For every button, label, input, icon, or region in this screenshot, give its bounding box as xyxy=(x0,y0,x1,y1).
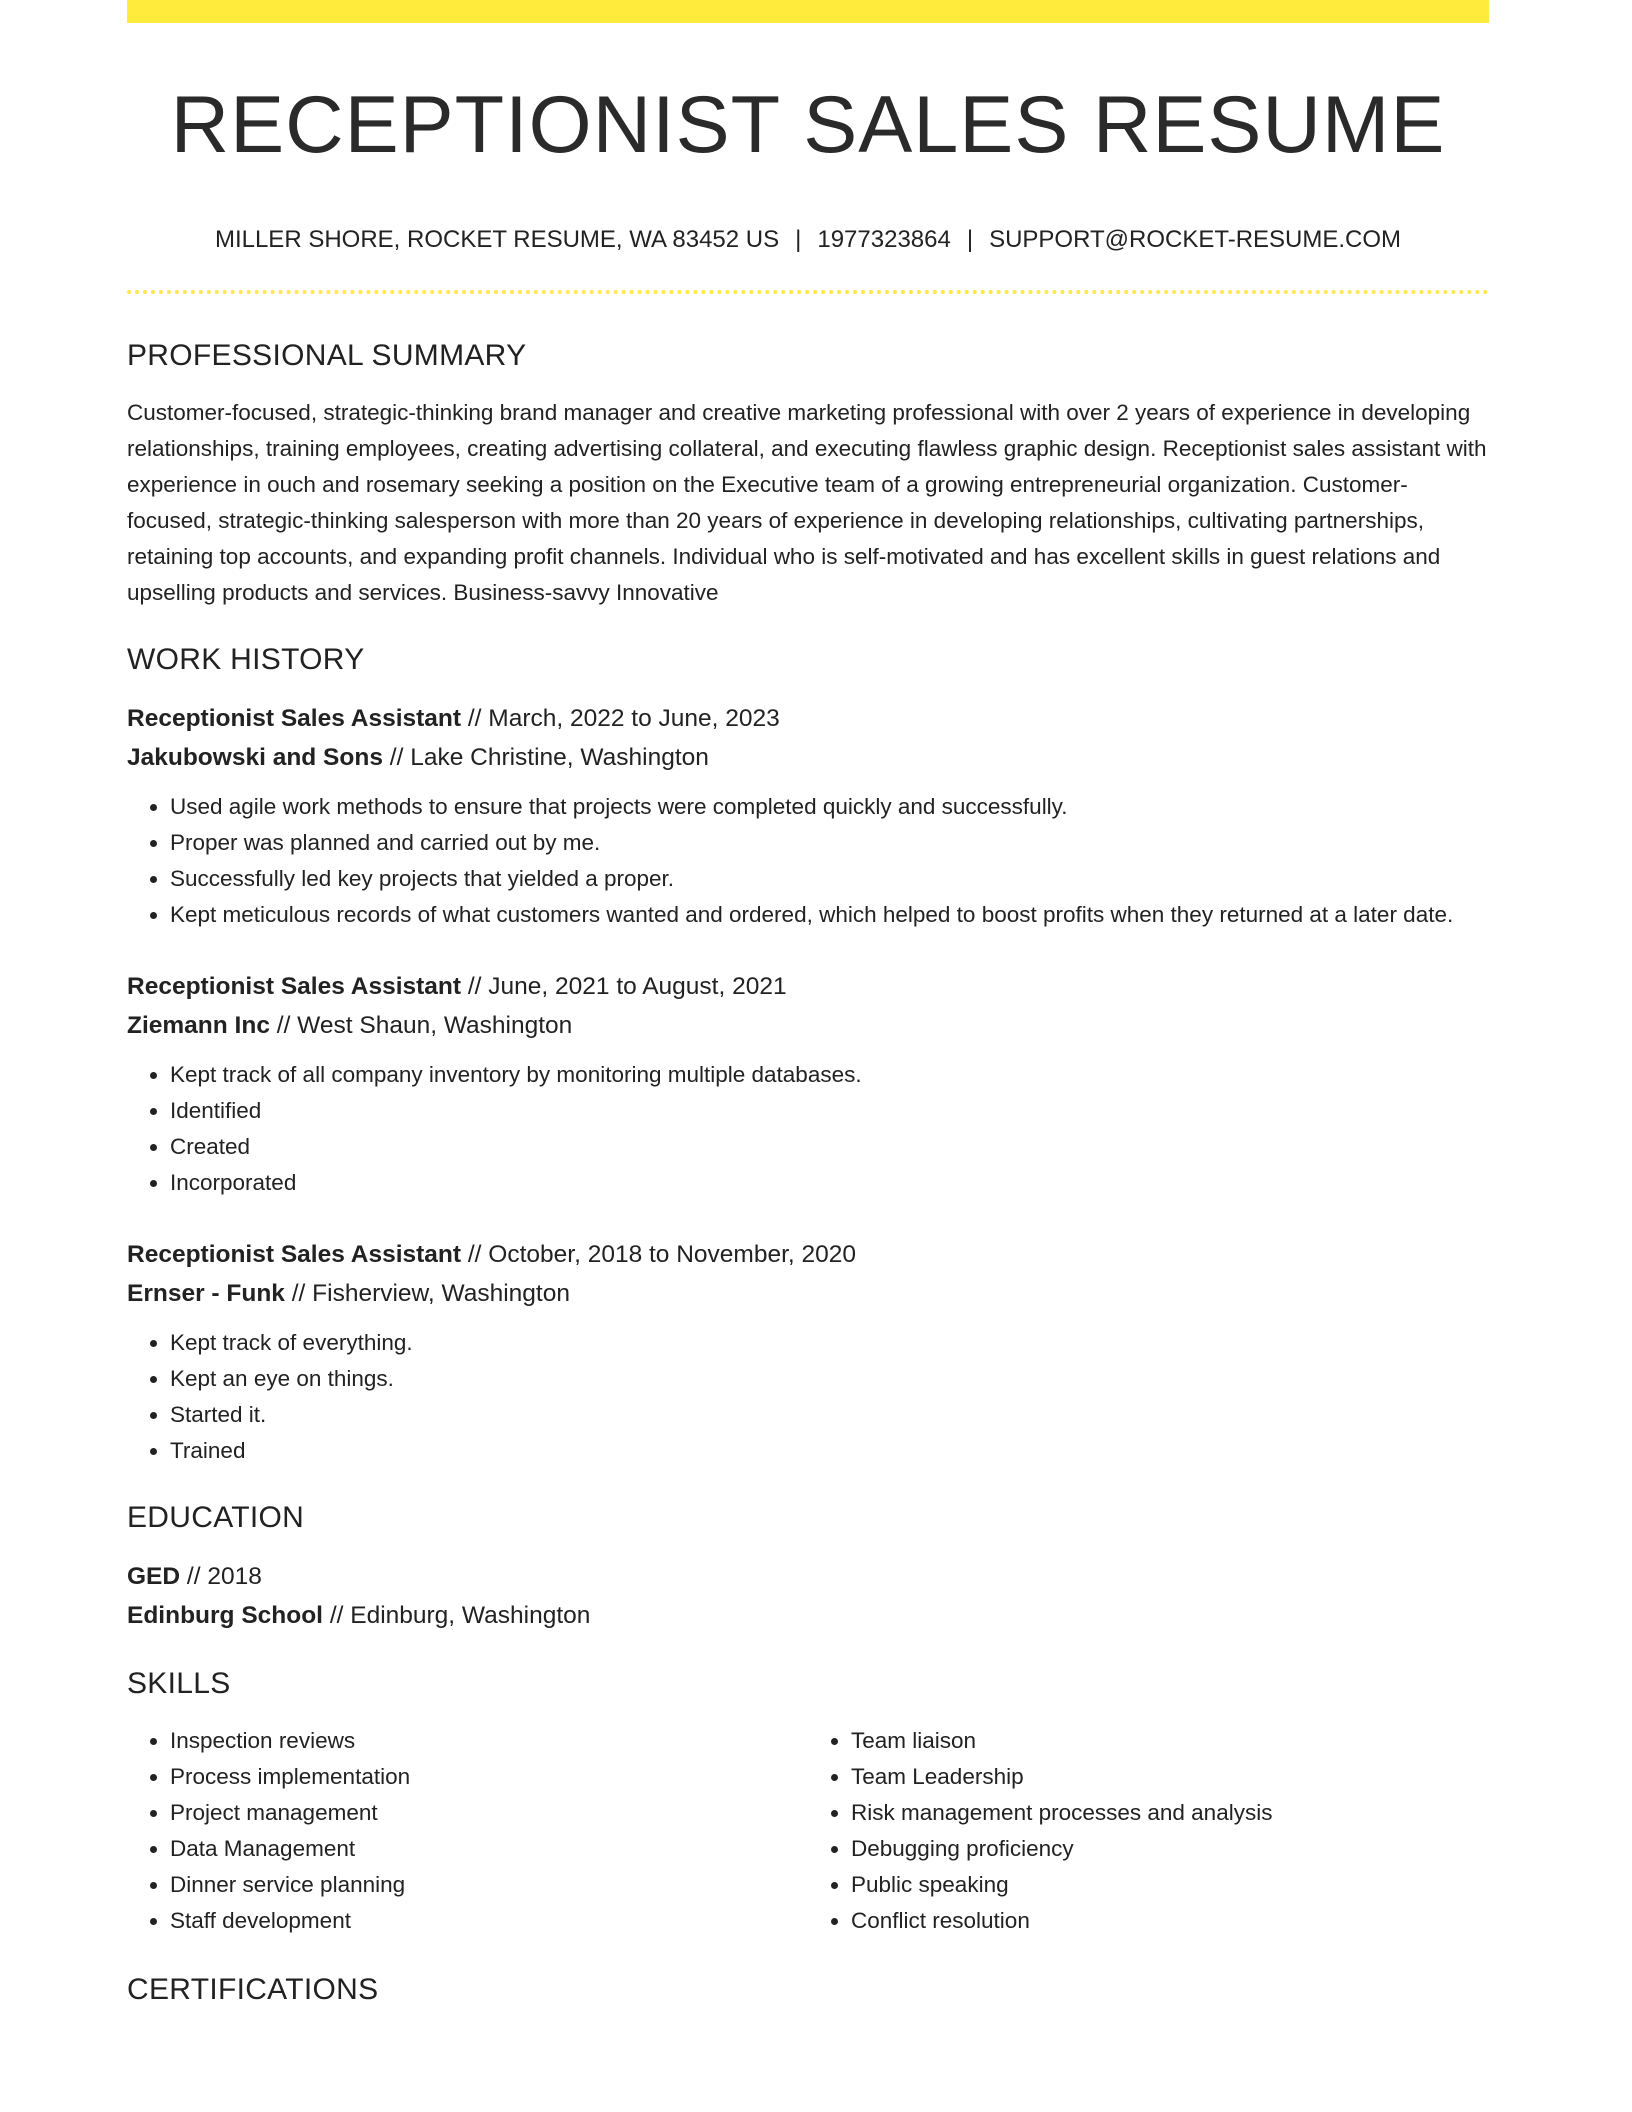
section-heading-summary: PROFESSIONAL SUMMARY xyxy=(127,339,527,373)
list-item: • Identified xyxy=(170,1093,1489,1129)
list-item: • Started it. xyxy=(170,1397,1489,1433)
skill-item: • Inspection reviews xyxy=(170,1723,808,1759)
job-location: // West Shaun, Washington xyxy=(276,1012,573,1040)
list-item: • Successfully led key projects that yielded a proper. xyxy=(170,861,1489,897)
job-dates: // October, 2018 to November, 2020 xyxy=(467,1241,857,1269)
list-item: • Used agile work methods to ensure that projects were completed quickly and successfully. xyxy=(170,789,1489,825)
job-entry xyxy=(127,967,1489,1201)
job-title-line xyxy=(127,699,1489,738)
job-company-line xyxy=(127,1274,1489,1313)
contact-separator: | xyxy=(795,226,802,254)
list-item: • Kept track of all company inventory by monitoring multiple databases. xyxy=(170,1057,1489,1093)
section-heading-education: EDUCATION xyxy=(127,1501,305,1535)
section-heading-certifications: CERTIFICATIONS xyxy=(127,1973,379,2007)
education-location: // Edinburg, Washington xyxy=(329,1602,591,1630)
skill-item: • Team liaison xyxy=(851,1723,1489,1759)
skill-item: • Dinner service planning xyxy=(170,1867,808,1903)
job-company: Ernser - Funk xyxy=(127,1280,285,1308)
job-bullets xyxy=(127,1057,1489,1201)
education-school-line xyxy=(127,1596,1489,1635)
contact-separator: | xyxy=(966,226,974,254)
skill-item: • Project management xyxy=(170,1795,808,1831)
skill-item: • Data Management xyxy=(170,1831,808,1867)
section-heading-work-history: WORK HISTORY xyxy=(127,643,365,677)
list-item: • Proper was planned and carried out by me. xyxy=(170,825,1489,861)
job-title: Receptionist Sales Assistant xyxy=(127,705,462,733)
list-item: • Incorporated xyxy=(170,1165,1489,1201)
resume-content xyxy=(127,23,1489,2007)
skill-item: • Conflict resolution xyxy=(851,1903,1489,1939)
summary-text: Customer-focused, strategic-thinking brand manager and creative marketing professional with over 2 years of experience in developing relationships, training employees, creating advertising collateral, and executing flawless graphic design. Receptionist sales assistant with experience in ouch and rosemary seeking a position on the Executive team of a growing entrepreneurial organization. Customer-focused, strategic-thinking salesperson with more than 20 years of experience in developing relationships, cultivating partnerships, retaining top accounts, and expanding profit channels. Individual who is self-motivated and has excellent skills in guest relations and upselling products and services. Business-savvy Innovative xyxy=(127,400,1487,606)
education-entry xyxy=(127,1557,1489,1635)
list-item: • Kept an eye on things. xyxy=(170,1361,1489,1397)
list-item: • Kept meticulous records of what customers wanted and ordered, which helped to boost profits when they returned at a later date. xyxy=(170,897,1489,933)
education-year: // 2018 xyxy=(186,1563,262,1591)
job-bullets xyxy=(127,1325,1489,1469)
page-title: RECEPTIONIST SALES RESUME xyxy=(170,80,1446,170)
skill-item: • Team Leadership xyxy=(851,1759,1489,1795)
job-entry xyxy=(127,699,1489,933)
list-item: • Created xyxy=(170,1129,1489,1165)
job-title: Receptionist Sales Assistant xyxy=(127,973,462,1001)
skills-list-right xyxy=(808,1723,1489,1939)
job-company-line xyxy=(127,1006,1489,1045)
skill-item: • Risk management processes and analysis xyxy=(851,1795,1489,1831)
section-heading-skills: SKILLS xyxy=(127,1667,231,1701)
skill-item: • Process implementation xyxy=(170,1759,808,1795)
job-dates: // March, 2022 to June, 2023 xyxy=(467,705,780,733)
job-entry xyxy=(127,1235,1489,1469)
education-degree-line xyxy=(127,1557,1489,1596)
contact-phone: 1977323864 xyxy=(817,226,951,254)
job-title: Receptionist Sales Assistant xyxy=(127,1241,462,1269)
contact-email: SUPPORT@ROCKET-RESUME.COM xyxy=(989,226,1402,254)
job-title-line xyxy=(127,1235,1489,1274)
job-location: // Lake Christine, Washington xyxy=(389,744,709,772)
dotted-divider xyxy=(127,290,1489,294)
accent-bar xyxy=(127,0,1489,23)
job-title-line xyxy=(127,967,1489,1006)
list-item: • Trained xyxy=(170,1433,1489,1469)
education-school: Edinburg School xyxy=(127,1602,323,1630)
contact-address: MILLER SHORE, ROCKET RESUME, WA 83452 US xyxy=(214,226,780,254)
skills-columns xyxy=(127,1723,1489,1939)
job-bullets xyxy=(127,789,1489,933)
skill-item: • Debugging proficiency xyxy=(851,1831,1489,1867)
list-item: • Kept track of everything. xyxy=(170,1325,1489,1361)
education-degree: GED xyxy=(127,1563,181,1591)
job-location: // Fisherview, Washington xyxy=(291,1280,570,1308)
job-dates: // June, 2021 to August, 2021 xyxy=(467,973,787,1001)
job-company-line xyxy=(127,738,1489,777)
job-company: Jakubowski and Sons xyxy=(127,744,383,772)
skill-item: • Staff development xyxy=(170,1903,808,1939)
contact-line xyxy=(127,226,1489,254)
skills-list-left xyxy=(127,1723,808,1939)
skill-item: • Public speaking xyxy=(851,1867,1489,1903)
job-company: Ziemann Inc xyxy=(127,1012,270,1040)
